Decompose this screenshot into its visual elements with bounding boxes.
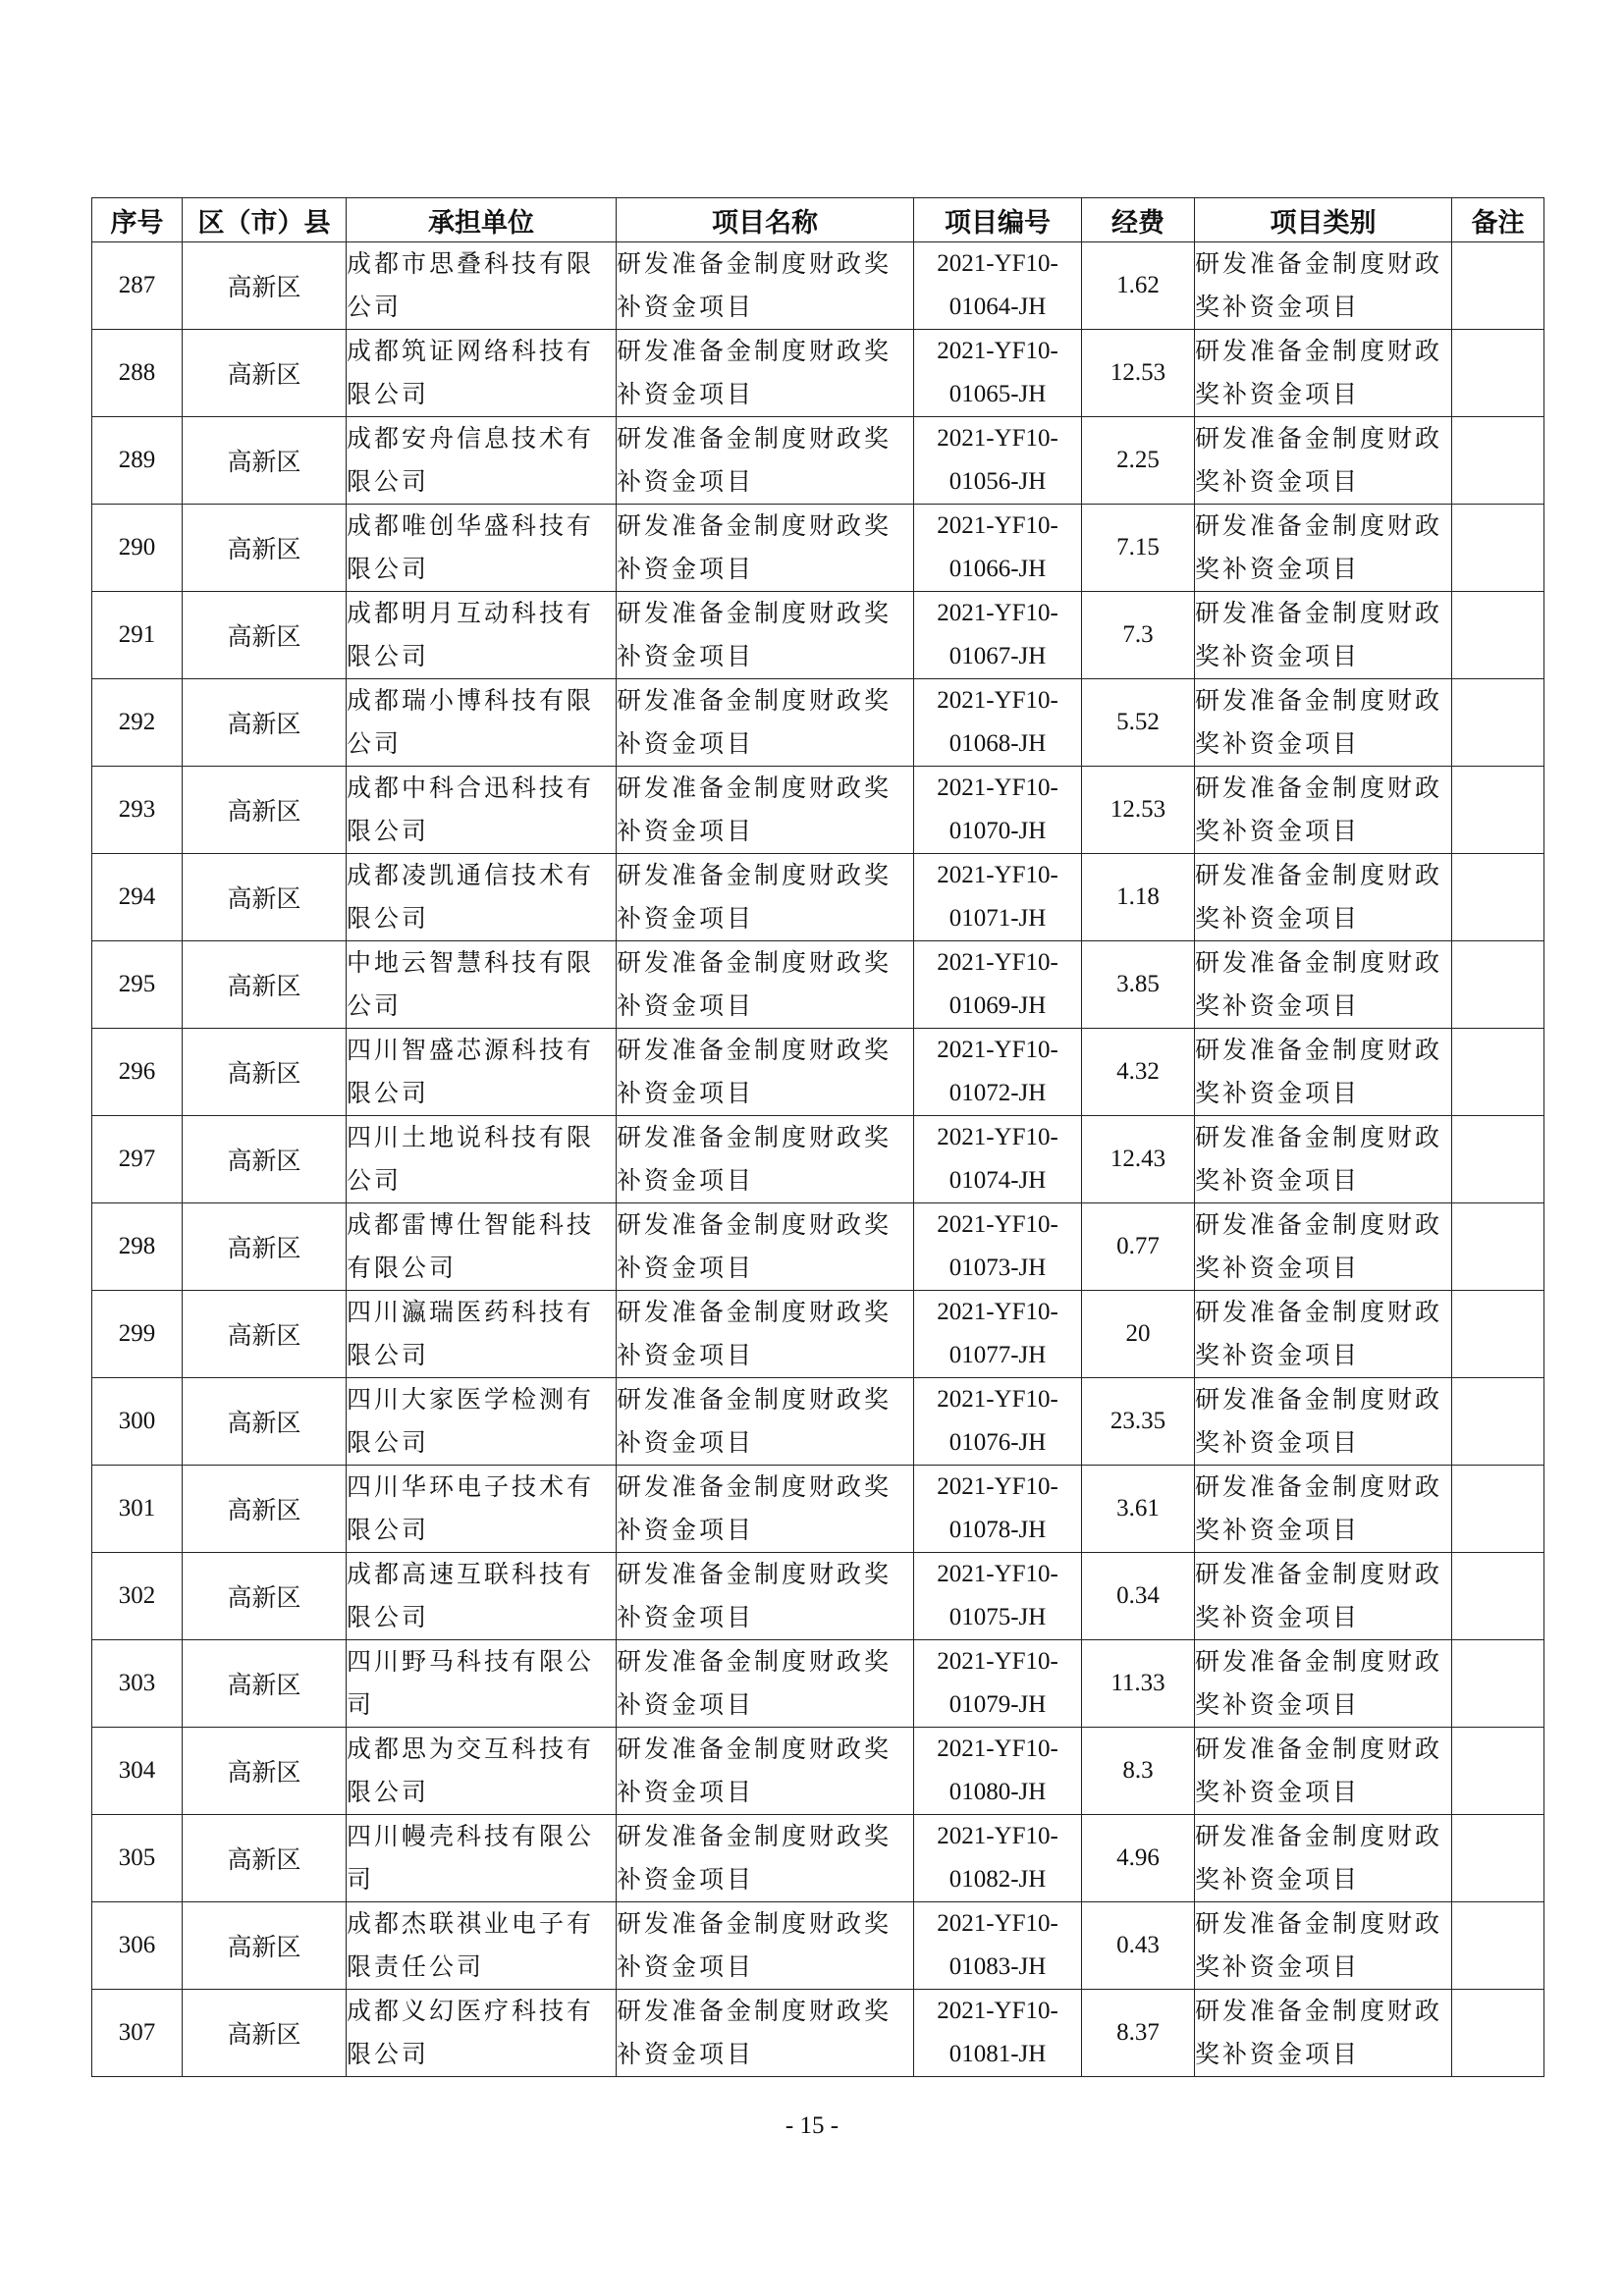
cell-district: 高新区 (183, 1116, 347, 1203)
cell-unit: 成都瑞小博科技有限公司 (347, 679, 617, 767)
funding-table (91, 197, 1544, 2077)
cell-remarks (1452, 1291, 1544, 1378)
cell-project-name: 研发准备金制度财政奖补资金项目 (617, 1116, 914, 1203)
cell-num: 305 (92, 1815, 183, 1902)
project-code-line-2: 01079-JH (948, 1691, 1047, 1718)
cell-num: 295 (92, 941, 183, 1029)
cell-project-name: 研发准备金制度财政奖补资金项目 (617, 1378, 914, 1466)
cell-district: 高新区 (183, 941, 347, 1029)
cell-remarks (1452, 1990, 1544, 2077)
cell-project-code (914, 1553, 1082, 1640)
cell-funding: 12.53 (1082, 767, 1195, 854)
cell-unit: 成都中科合迅科技有限公司 (347, 767, 617, 854)
cell-project-code (914, 1029, 1082, 1116)
cell-project-name: 研发准备金制度财政奖补资金项目 (617, 1291, 914, 1378)
project-code-line-2: 01071-JH (948, 905, 1047, 932)
cell-district: 高新区 (183, 854, 347, 941)
cell-project-name: 研发准备金制度财政奖补资金项目 (617, 242, 914, 330)
cell-remarks (1452, 417, 1544, 505)
cell-remarks (1452, 679, 1544, 767)
cell-category: 研发准备金制度财政奖补资金项目 (1195, 1728, 1452, 1815)
cell-project-code (914, 1116, 1082, 1203)
cell-category: 研发准备金制度财政奖补资金项目 (1195, 1116, 1452, 1203)
header-category: 项目类别 (1195, 198, 1452, 242)
cell-category: 研发准备金制度财政奖补资金项目 (1195, 854, 1452, 941)
cell-district: 高新区 (183, 1553, 347, 1640)
cell-project-name: 研发准备金制度财政奖补资金项目 (617, 1553, 914, 1640)
cell-category: 研发准备金制度财政奖补资金项目 (1195, 242, 1452, 330)
cell-category: 研发准备金制度财政奖补资金项目 (1195, 1291, 1452, 1378)
cell-remarks (1452, 1203, 1544, 1291)
cell-project-code (914, 1291, 1082, 1378)
project-code-line-2: 01073-JH (948, 1255, 1047, 1281)
project-code-line-2: 01075-JH (948, 1604, 1047, 1630)
cell-funding: 0.43 (1082, 1902, 1195, 1990)
cell-num: 287 (92, 242, 183, 330)
cell-category: 研发准备金制度财政奖补资金项目 (1195, 1029, 1452, 1116)
cell-project-name: 研发准备金制度财政奖补资金项目 (617, 1029, 914, 1116)
cell-funding: 12.53 (1082, 330, 1195, 417)
cell-funding: 8.3 (1082, 1728, 1195, 1815)
project-code-line-1: 2021-YF10- (937, 1823, 1058, 1849)
cell-unit: 成都筑证网络科技有限公司 (347, 330, 617, 417)
cell-project-code (914, 417, 1082, 505)
cell-unit: 成都杰联祺业电子有限责任公司 (347, 1902, 617, 1990)
cell-remarks (1452, 1902, 1544, 1990)
table-row (92, 767, 1544, 854)
table-row (92, 1466, 1544, 1553)
header-num: 序号 (92, 198, 183, 242)
cell-unit: 四川瀛瑞医药科技有限公司 (347, 1291, 617, 1378)
cell-num: 292 (92, 679, 183, 767)
cell-district: 高新区 (183, 1815, 347, 1902)
cell-num: 303 (92, 1640, 183, 1728)
project-code-line-1: 2021-YF10- (937, 949, 1058, 976)
table-row (92, 417, 1544, 505)
cell-num: 302 (92, 1553, 183, 1640)
project-code-line-1: 2021-YF10- (937, 687, 1058, 714)
cell-project-name: 研发准备金制度财政奖补资金项目 (617, 1466, 914, 1553)
cell-funding: 0.34 (1082, 1553, 1195, 1640)
cell-project-code (914, 1378, 1082, 1466)
cell-project-code (914, 679, 1082, 767)
table-row (92, 505, 1544, 592)
cell-num: 297 (92, 1116, 183, 1203)
cell-project-name: 研发准备金制度财政奖补资金项目 (617, 854, 914, 941)
project-code-line-2: 01065-JH (948, 381, 1047, 407)
project-code-line-2: 01067-JH (948, 643, 1047, 669)
table-header-row (92, 198, 1544, 242)
cell-funding: 7.3 (1082, 592, 1195, 679)
cell-unit: 成都安舟信息技术有限公司 (347, 417, 617, 505)
cell-unit: 四川智盛芯源科技有限公司 (347, 1029, 617, 1116)
cell-district: 高新区 (183, 1902, 347, 1990)
cell-remarks (1452, 1553, 1544, 1640)
cell-num: 304 (92, 1728, 183, 1815)
cell-category: 研发准备金制度财政奖补资金项目 (1195, 592, 1452, 679)
table-row (92, 1990, 1544, 2077)
header-project-code: 项目编号 (914, 198, 1082, 242)
cell-category: 研发准备金制度财政奖补资金项目 (1195, 1640, 1452, 1728)
table-row (92, 1203, 1544, 1291)
cell-category: 研发准备金制度财政奖补资金项目 (1195, 330, 1452, 417)
cell-funding: 5.52 (1082, 679, 1195, 767)
cell-num: 288 (92, 330, 183, 417)
project-code-line-1: 2021-YF10- (937, 1998, 1058, 2024)
cell-district: 高新区 (183, 330, 347, 417)
cell-district: 高新区 (183, 592, 347, 679)
cell-num: 296 (92, 1029, 183, 1116)
cell-remarks (1452, 1378, 1544, 1466)
cell-num: 300 (92, 1378, 183, 1466)
cell-unit: 四川野马科技有限公司 (347, 1640, 617, 1728)
project-code-line-1: 2021-YF10- (937, 1299, 1058, 1325)
cell-unit: 成都雷博仕智能科技有限公司 (347, 1203, 617, 1291)
cell-category: 研发准备金制度财政奖补资金项目 (1195, 679, 1452, 767)
cell-remarks (1452, 767, 1544, 854)
cell-funding: 4.96 (1082, 1815, 1195, 1902)
cell-remarks (1452, 1029, 1544, 1116)
project-code-line-1: 2021-YF10- (937, 338, 1058, 364)
cell-district: 高新区 (183, 1291, 347, 1378)
cell-num: 291 (92, 592, 183, 679)
cell-project-code (914, 1728, 1082, 1815)
cell-project-name: 研发准备金制度财政奖补资金项目 (617, 1902, 914, 1990)
project-code-line-2: 01077-JH (948, 1342, 1047, 1368)
project-code-line-2: 01074-JH (948, 1167, 1047, 1194)
project-code-line-1: 2021-YF10- (937, 425, 1058, 452)
page-number: - 15 - (785, 2112, 839, 2139)
cell-category: 研发准备金制度财政奖补资金项目 (1195, 505, 1452, 592)
project-code-line-1: 2021-YF10- (937, 600, 1058, 626)
project-code-line-2: 01064-JH (948, 294, 1047, 320)
cell-category: 研发准备金制度财政奖补资金项目 (1195, 1990, 1452, 2077)
table-row (92, 330, 1544, 417)
cell-unit: 四川幔壳科技有限公司 (347, 1815, 617, 1902)
cell-project-name: 研发准备金制度财政奖补资金项目 (617, 1990, 914, 2077)
table-row (92, 1378, 1544, 1466)
cell-project-code (914, 592, 1082, 679)
project-code-line-2: 01056-JH (948, 468, 1047, 495)
cell-category: 研发准备金制度财政奖补资金项目 (1195, 1203, 1452, 1291)
cell-funding: 1.62 (1082, 242, 1195, 330)
project-code-line-2: 01083-JH (948, 1953, 1047, 1980)
cell-unit: 成都市思叠科技有限公司 (347, 242, 617, 330)
cell-funding: 2.25 (1082, 417, 1195, 505)
cell-project-name: 研发准备金制度财政奖补资金项目 (617, 505, 914, 592)
project-code-line-2: 01072-JH (948, 1080, 1047, 1106)
table-row (92, 1291, 1544, 1378)
cell-district: 高新区 (183, 1466, 347, 1553)
project-code-line-2: 01068-JH (948, 730, 1047, 757)
project-code-line-1: 2021-YF10- (937, 862, 1058, 888)
table-row (92, 1640, 1544, 1728)
project-code-line-1: 2021-YF10- (937, 774, 1058, 801)
cell-project-name: 研发准备金制度财政奖补资金项目 (617, 592, 914, 679)
cell-project-name: 研发准备金制度财政奖补资金项目 (617, 330, 914, 417)
cell-unit: 成都义幻医疗科技有限公司 (347, 1990, 617, 2077)
cell-project-code (914, 941, 1082, 1029)
cell-project-name: 研发准备金制度财政奖补资金项目 (617, 941, 914, 1029)
table-row (92, 941, 1544, 1029)
cell-category: 研发准备金制度财政奖补资金项目 (1195, 1378, 1452, 1466)
project-code-line-1: 2021-YF10- (937, 1910, 1058, 1937)
cell-remarks (1452, 1116, 1544, 1203)
cell-district: 高新区 (183, 417, 347, 505)
cell-project-code (914, 1902, 1082, 1990)
cell-num: 294 (92, 854, 183, 941)
cell-num: 301 (92, 1466, 183, 1553)
cell-district: 高新区 (183, 679, 347, 767)
project-code-line-2: 01080-JH (948, 1779, 1047, 1805)
cell-category: 研发准备金制度财政奖补资金项目 (1195, 1553, 1452, 1640)
cell-district: 高新区 (183, 1378, 347, 1466)
project-code-line-1: 2021-YF10- (937, 1386, 1058, 1413)
cell-num: 306 (92, 1902, 183, 1990)
cell-remarks (1452, 330, 1544, 417)
cell-remarks (1452, 505, 1544, 592)
cell-funding: 3.85 (1082, 941, 1195, 1029)
project-code-line-2: 01066-JH (948, 556, 1047, 582)
cell-funding: 0.77 (1082, 1203, 1195, 1291)
table-body (92, 242, 1544, 2077)
cell-category: 研发准备金制度财政奖补资金项目 (1195, 1815, 1452, 1902)
project-code-line-1: 2021-YF10- (937, 512, 1058, 539)
cell-district: 高新区 (183, 1990, 347, 2077)
header-unit: 承担单位 (347, 198, 617, 242)
table-row (92, 1902, 1544, 1990)
cell-district: 高新区 (183, 505, 347, 592)
project-code-line-1: 2021-YF10- (937, 1124, 1058, 1150)
cell-funding: 8.37 (1082, 1990, 1195, 2077)
cell-project-name: 研发准备金制度财政奖补资金项目 (617, 417, 914, 505)
cell-unit: 中地云智慧科技有限公司 (347, 941, 617, 1029)
cell-unit: 四川土地说科技有限公司 (347, 1116, 617, 1203)
cell-district: 高新区 (183, 1640, 347, 1728)
cell-district: 高新区 (183, 1728, 347, 1815)
cell-unit: 四川华环电子技术有限公司 (347, 1466, 617, 1553)
cell-project-name: 研发准备金制度财政奖补资金项目 (617, 1640, 914, 1728)
table-row (92, 1116, 1544, 1203)
project-code-line-1: 2021-YF10- (937, 1211, 1058, 1238)
project-code-line-1: 2021-YF10- (937, 250, 1058, 277)
project-code-line-2: 01076-JH (948, 1429, 1047, 1456)
table-row (92, 592, 1544, 679)
cell-num: 290 (92, 505, 183, 592)
cell-remarks (1452, 242, 1544, 330)
cell-remarks (1452, 941, 1544, 1029)
cell-project-name: 研发准备金制度财政奖补资金项目 (617, 1815, 914, 1902)
cell-remarks (1452, 1640, 1544, 1728)
cell-project-name: 研发准备金制度财政奖补资金项目 (617, 1203, 914, 1291)
cell-remarks (1452, 592, 1544, 679)
project-code-line-1: 2021-YF10- (937, 1561, 1058, 1587)
cell-project-code (914, 330, 1082, 417)
cell-remarks (1452, 1728, 1544, 1815)
cell-unit: 成都唯创华盛科技有限公司 (347, 505, 617, 592)
cell-num: 299 (92, 1291, 183, 1378)
header-district: 区（市）县 (183, 198, 347, 242)
table-row (92, 854, 1544, 941)
cell-category: 研发准备金制度财政奖补资金项目 (1195, 767, 1452, 854)
table-row (92, 679, 1544, 767)
cell-funding: 23.35 (1082, 1378, 1195, 1466)
cell-category: 研发准备金制度财政奖补资金项目 (1195, 941, 1452, 1029)
cell-funding: 12.43 (1082, 1116, 1195, 1203)
table-row (92, 242, 1544, 330)
cell-funding: 20 (1082, 1291, 1195, 1378)
cell-funding: 3.61 (1082, 1466, 1195, 1553)
project-code-line-1: 2021-YF10- (937, 1735, 1058, 1762)
cell-remarks (1452, 1466, 1544, 1553)
cell-project-code (914, 242, 1082, 330)
cell-project-code (914, 1466, 1082, 1553)
cell-category: 研发准备金制度财政奖补资金项目 (1195, 417, 1452, 505)
project-code-line-2: 01078-JH (948, 1517, 1047, 1543)
cell-funding: 4.32 (1082, 1029, 1195, 1116)
cell-num: 298 (92, 1203, 183, 1291)
cell-category: 研发准备金制度财政奖补资金项目 (1195, 1466, 1452, 1553)
cell-num: 289 (92, 417, 183, 505)
cell-unit: 成都凌凯通信技术有限公司 (347, 854, 617, 941)
cell-remarks (1452, 854, 1544, 941)
cell-project-name: 研发准备金制度财政奖补资金项目 (617, 767, 914, 854)
cell-unit: 四川大家医学检测有限公司 (347, 1378, 617, 1466)
cell-num: 293 (92, 767, 183, 854)
cell-district: 高新区 (183, 767, 347, 854)
cell-project-code (914, 1990, 1082, 2077)
project-code-line-2: 01070-JH (948, 818, 1047, 844)
cell-district: 高新区 (183, 1203, 347, 1291)
cell-project-code (914, 1203, 1082, 1291)
cell-project-name: 研发准备金制度财政奖补资金项目 (617, 679, 914, 767)
project-code-line-1: 2021-YF10- (937, 1037, 1058, 1063)
cell-project-code (914, 854, 1082, 941)
cell-project-code (914, 767, 1082, 854)
cell-district: 高新区 (183, 1029, 347, 1116)
cell-project-code (914, 1640, 1082, 1728)
project-code-line-2: 01069-JH (948, 992, 1047, 1019)
table-row (92, 1815, 1544, 1902)
header-remarks: 备注 (1452, 198, 1544, 242)
cell-district: 高新区 (183, 242, 347, 330)
cell-unit: 成都明月互动科技有限公司 (347, 592, 617, 679)
cell-project-code (914, 1815, 1082, 1902)
cell-unit: 成都高速互联科技有限公司 (347, 1553, 617, 1640)
table-row (92, 1728, 1544, 1815)
project-code-line-2: 01082-JH (948, 1866, 1047, 1893)
project-code-line-1: 2021-YF10- (937, 1473, 1058, 1500)
project-code-line-2: 01081-JH (948, 2041, 1047, 2067)
cell-funding: 1.18 (1082, 854, 1195, 941)
cell-funding: 7.15 (1082, 505, 1195, 592)
cell-funding: 11.33 (1082, 1640, 1195, 1728)
cell-project-name: 研发准备金制度财政奖补资金项目 (617, 1728, 914, 1815)
cell-category: 研发准备金制度财政奖补资金项目 (1195, 1902, 1452, 1990)
project-code-line-1: 2021-YF10- (937, 1648, 1058, 1675)
header-project-name: 项目名称 (617, 198, 914, 242)
cell-num: 307 (92, 1990, 183, 2077)
cell-remarks (1452, 1815, 1544, 1902)
cell-project-code (914, 505, 1082, 592)
table-row (92, 1553, 1544, 1640)
header-funding: 经费 (1082, 198, 1195, 242)
table-row (92, 1029, 1544, 1116)
cell-unit: 成都思为交互科技有限公司 (347, 1728, 617, 1815)
